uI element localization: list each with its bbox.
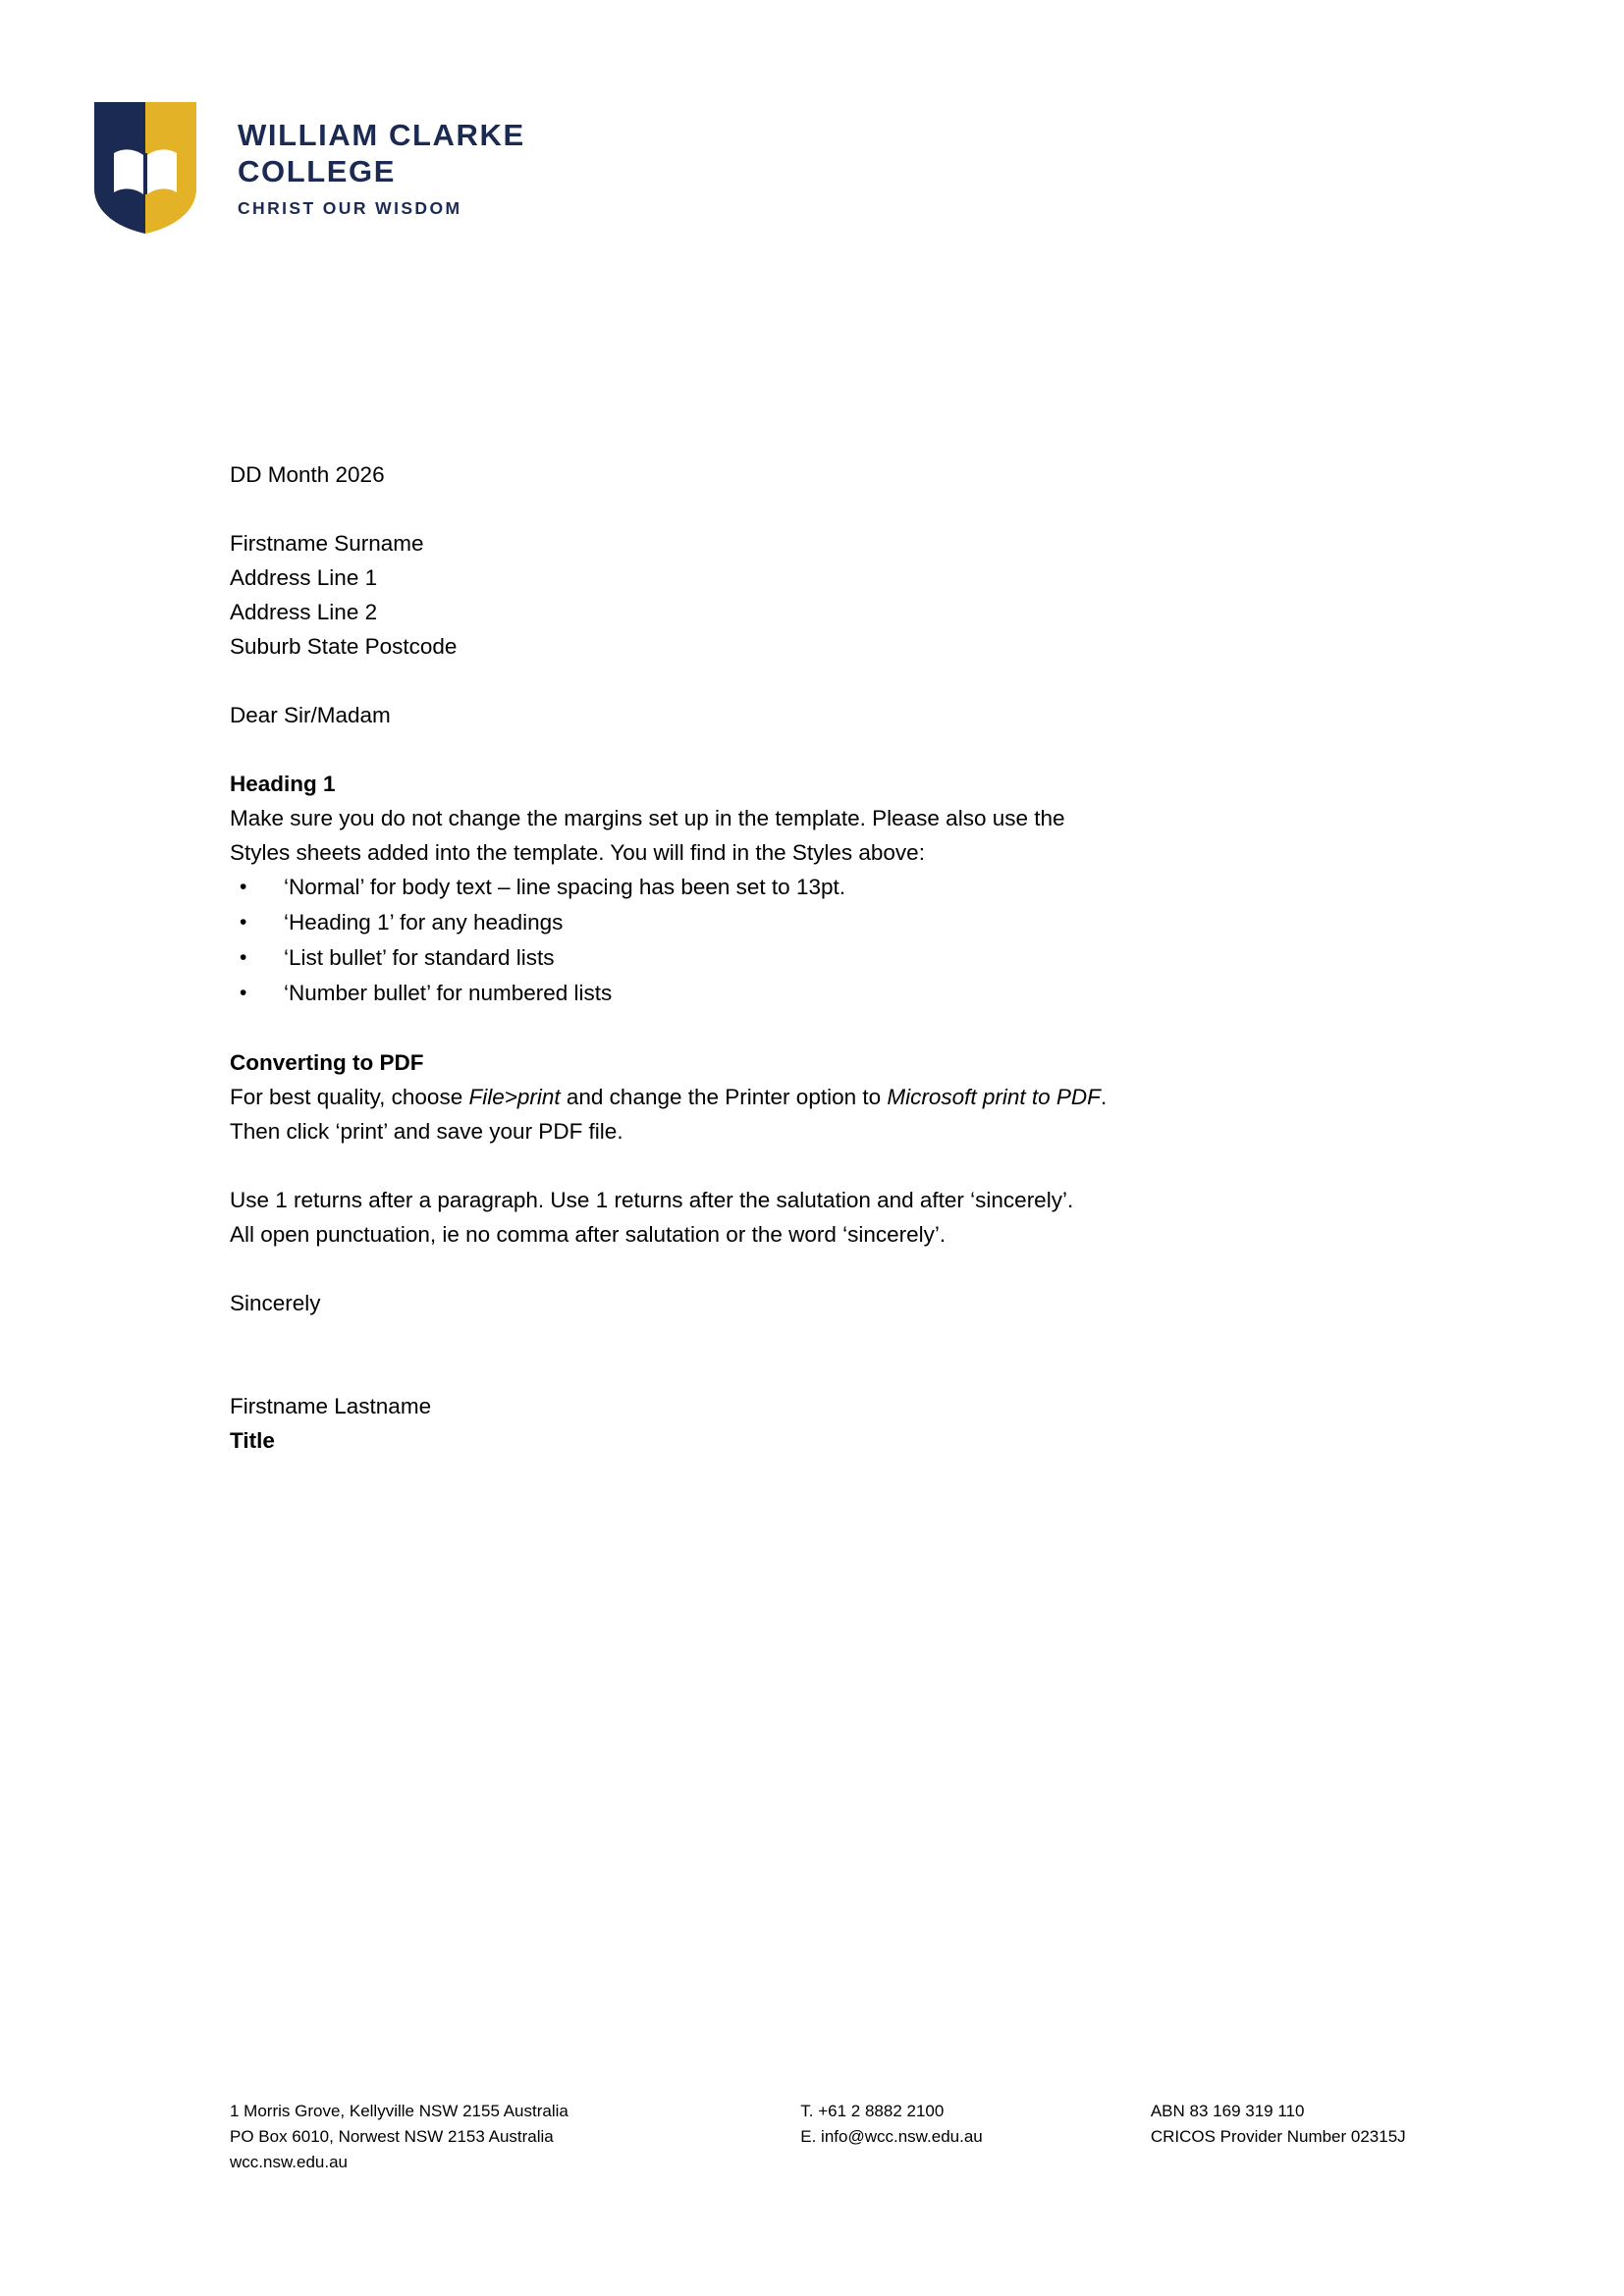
pdf-text-a: For best quality, choose [230, 1085, 469, 1109]
paragraph-line: Styles sheets added into the template. You will find in the Styles above: [230, 840, 925, 865]
address-line: Firstname Surname [230, 531, 424, 556]
recipient-address [230, 526, 1388, 664]
letterhead [94, 102, 525, 234]
footer-line: PO Box 6010, Norwest NSW 2153 Australia [230, 2127, 554, 2146]
address-line: Address Line 1 [230, 565, 378, 590]
list-item: • ‘List bullet’ for standard lists [230, 940, 1388, 976]
letter-date: DD Month 2026 [230, 462, 385, 487]
list-item: • ‘Normal’ for body text – line spacing has been set to 13pt. [230, 870, 1388, 905]
spacer [230, 1011, 1388, 1045]
paragraph-line: Use 1 returns after a paragraph. Use 1 returns after the salutation and after ‘sincerely’. [230, 1188, 1074, 1212]
heading-1: Heading 1 [230, 772, 336, 796]
footer-line: 1 Morris Grove, Kellyville NSW 2155 Australia [230, 2102, 568, 2120]
pdf-text-c: . [1100, 1085, 1108, 1109]
spacer [230, 1148, 1388, 1183]
heading-converting-to-pdf: Converting to PDF [230, 1050, 424, 1075]
pdf-paragraph [230, 1080, 1388, 1148]
college-name-line-1: WILLIAM CLARKE [238, 118, 525, 152]
pdf-italic-microsoft-print: Microsoft print to PDF [887, 1085, 1101, 1109]
list-item: • ‘Number bullet’ for numbered lists [230, 976, 1388, 1011]
footer-contact-column [800, 2099, 1151, 2175]
signature-name: Firstname Lastname [230, 1394, 432, 1418]
list-item: • ‘Heading 1’ for any headings [230, 905, 1388, 940]
closing: Sincerely [230, 1291, 321, 1315]
spacer [230, 1252, 1388, 1286]
spacer [230, 732, 1388, 767]
footer-website: wcc.nsw.edu.au [230, 2153, 349, 2171]
spacer [230, 1320, 1388, 1355]
paragraph-line [230, 1080, 1388, 1114]
paragraph-line: Make sure you do not change the margins set up in the template. Please also use the [230, 806, 1065, 830]
college-name-line-2: COLLEGE [238, 153, 397, 188]
footer-phone: T. +61 2 8882 2100 [800, 2102, 945, 2120]
address-line: Address Line 2 [230, 600, 378, 624]
page-footer [230, 2099, 1477, 2175]
signature-title: Title [230, 1428, 275, 1453]
footer-address-column [230, 2099, 800, 2175]
signature-block [230, 1389, 1388, 1458]
paragraph-line: Then click ‘print’ and save your PDF file. [230, 1119, 623, 1144]
spacer [230, 1355, 1388, 1389]
paragraph-line: All open punctuation, ie no comma after salutation or the word ‘sincerely’. [230, 1222, 947, 1247]
footer-registration-column [1151, 2099, 1477, 2175]
college-wordmark [238, 102, 525, 219]
intro-paragraph [230, 801, 1388, 870]
pdf-text-b: and change the Printer option to [560, 1085, 888, 1109]
letter-body [230, 457, 1388, 1458]
footer-email: E. info@wcc.nsw.edu.au [800, 2127, 983, 2146]
footer-cricos: CRICOS Provider Number 02315J [1150, 2127, 1406, 2146]
styles-bullet-list [230, 870, 1388, 1011]
salutation: Dear Sir/Madam [230, 703, 391, 727]
address-line: Suburb State Postcode [230, 634, 458, 659]
footer-abn: ABN 83 169 319 110 [1150, 2102, 1305, 2120]
spacer [230, 664, 1388, 698]
returns-paragraph [230, 1183, 1388, 1252]
spacer [230, 492, 1388, 526]
pdf-italic-file-print: File>print [468, 1085, 561, 1109]
college-crest-icon [94, 102, 196, 234]
college-tagline: CHRIST OUR WISDOM [238, 198, 462, 219]
